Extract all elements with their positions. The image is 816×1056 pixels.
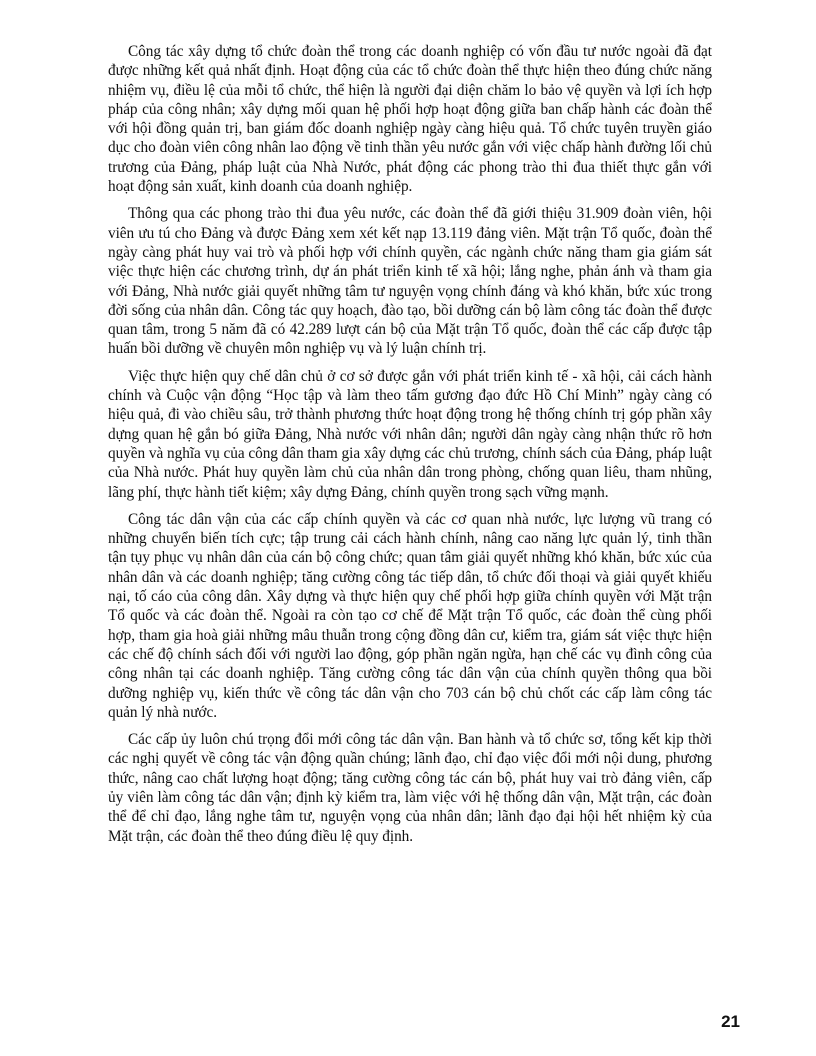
paragraph-2: Thông qua các phong trào thi đua yêu nước, các đoàn thể đã giới thiệu 31.909 đoàn viên, hội viên ưu tú cho Đảng và được Đảng xem xét kết nạp 13.119 đảng viên. Mặt trận Tổ quốc, đoàn thể ngày càng phát huy vai trò và phối hợp với chính quyền, các ngành chức năng tham gia giám sát việc thực hiện các chương trình, dự án phát triển kinh tế xã hội; lắng nghe, phản ánh và tham gia với Đảng, Nhà nước giải quyết những tâm tư nguyện vọng chính đáng và khó khăn, bức xúc trong đời sống của nhân dân. Công tác quy hoạch, đào tạo, bồi dưỡng cán bộ làm công tác đoàn thể được quan tâm, trong 5 năm đã có 42.289 lượt cán bộ của Mặt trận Tổ quốc, đoàn thể các cấp được tập huấn bồi dưỡng về chuyên môn nghiệp vụ và lý luận chính trị. (108, 205, 712, 358)
paragraph-4: Công tác dân vận của các cấp chính quyền và các cơ quan nhà nước, lực lượng vũ trang có những chuyển biến tích cực; tập trung cải cách hành chính, nâng cao năng lực quản lý, tinh thần tận tụy phục vụ nhân dân của cán bộ công chức; quan tâm giải quyết những khó khăn, bức xúc của nhân dân và các doanh nghiệp; tăng cường công tác tiếp dân, tổ chức đối thoại và giải quyết khiếu nại, tố cáo của công dân. Xây dựng và thực hiện quy chế phối hợp giữa chính quyền với Mặt trận Tổ quốc và các đoàn thể. Ngoài ra còn tạo cơ chế để Mặt trận Tổ quốc, các đoàn thể cùng phối hợp, tham gia hoà giải những mâu thuẫn trong cộng đồng dân cư, kiểm tra, giám sát việc thực hiện các chế độ chính sách đối với người lao động, góp phần ngăn ngừa, hạn chế các vụ đình công của công nhân tại các doanh nghiệp. Tăng cường công tác dân vận của chính quyền thông qua bồi dưỡng nghiệp vụ, kiến thức về công tác dân vận cho 703 cán bộ chủ chốt các cấp làm công tác quản lý nhà nước. (108, 510, 712, 721)
paragraph-3: Việc thực hiện quy chế dân chủ ở cơ sở được gắn với phát triển kinh tế - xã hội, cải cách hành chính và Cuộc vận động “Học tập và làm theo tấm gương đạo đức Hồ Chí Minh” ngày càng có hiệu quả, đi vào chiều sâu, trở thành phương thức hoạt động trong hệ thống chính trị góp phần xây dựng quan hệ gắn bó giữa Đảng, Nhà nước với nhân dân; người dân ngày càng nhận thức rõ hơn quyền và nghĩa vụ của công dân tham gia xây dựng các chủ trương, chính sách của Đảng, pháp luật của Nhà nước. Phát huy quyền làm chủ của nhân dân trong phòng, chống quan liêu, tham nhũng, lãng phí, thực hành tiết kiệm; xây dựng Đảng, chính quyền trong sạch vững mạnh. (108, 367, 712, 501)
page-number: 21 (721, 1012, 740, 1031)
paragraph-5: Các cấp ủy luôn chú trọng đổi mới công tác dân vận. Ban hành và tổ chức sơ, tổng kết kịp thời các nghị quyết về công tác vận động quần chúng; lãnh đạo, chỉ đạo việc đổi mới nội dung, phương thức, nâng cao chất lượng hoạt động; tăng cường công tác cán bộ, phát huy vai trò đảng viên, cấp ủy viên làm công tác dân vận; định kỳ kiểm tra, làm việc với hệ thống dân vận, Mặt trận, các đoàn thể để chỉ đạo, lắng nghe tâm tư, nguyện vọng của nhân dân; lãnh đạo đại hội hết nhiệm kỳ của Mặt trận, các đoàn thể theo đúng điều lệ quy định. (108, 731, 712, 845)
page-body (108, 42, 712, 854)
paragraph-1: Công tác xây dựng tổ chức đoàn thể trong các doanh nghiệp có vốn đầu tư nước ngoài đã đạt được những kết quả nhất định. Hoạt động của các tổ chức đoàn thể thực hiện theo đúng chức năng nhiệm vụ, điều lệ của mỗi tổ chức, thể hiện là người đại diện chăm lo bảo vệ quyền và lợi ích hợp pháp của công nhân; xây dựng mối quan hệ phối hợp hoạt động giữa ban chấp hành các đoàn thể với hội đồng quản trị, ban giám đốc doanh nghiệp ngày càng hiệu quả. Tổ chức tuyên truyền giáo dục cho đoàn viên công nhân lao động về tinh thần yêu nước gắn với việc chấp hành đường lối chủ trương của Đảng, pháp luật của Nhà Nước, phát động các phong trào thi đua thiết thực gắn với hoạt động sản xuất, kinh doanh của doanh nghiệp. (108, 43, 712, 196)
